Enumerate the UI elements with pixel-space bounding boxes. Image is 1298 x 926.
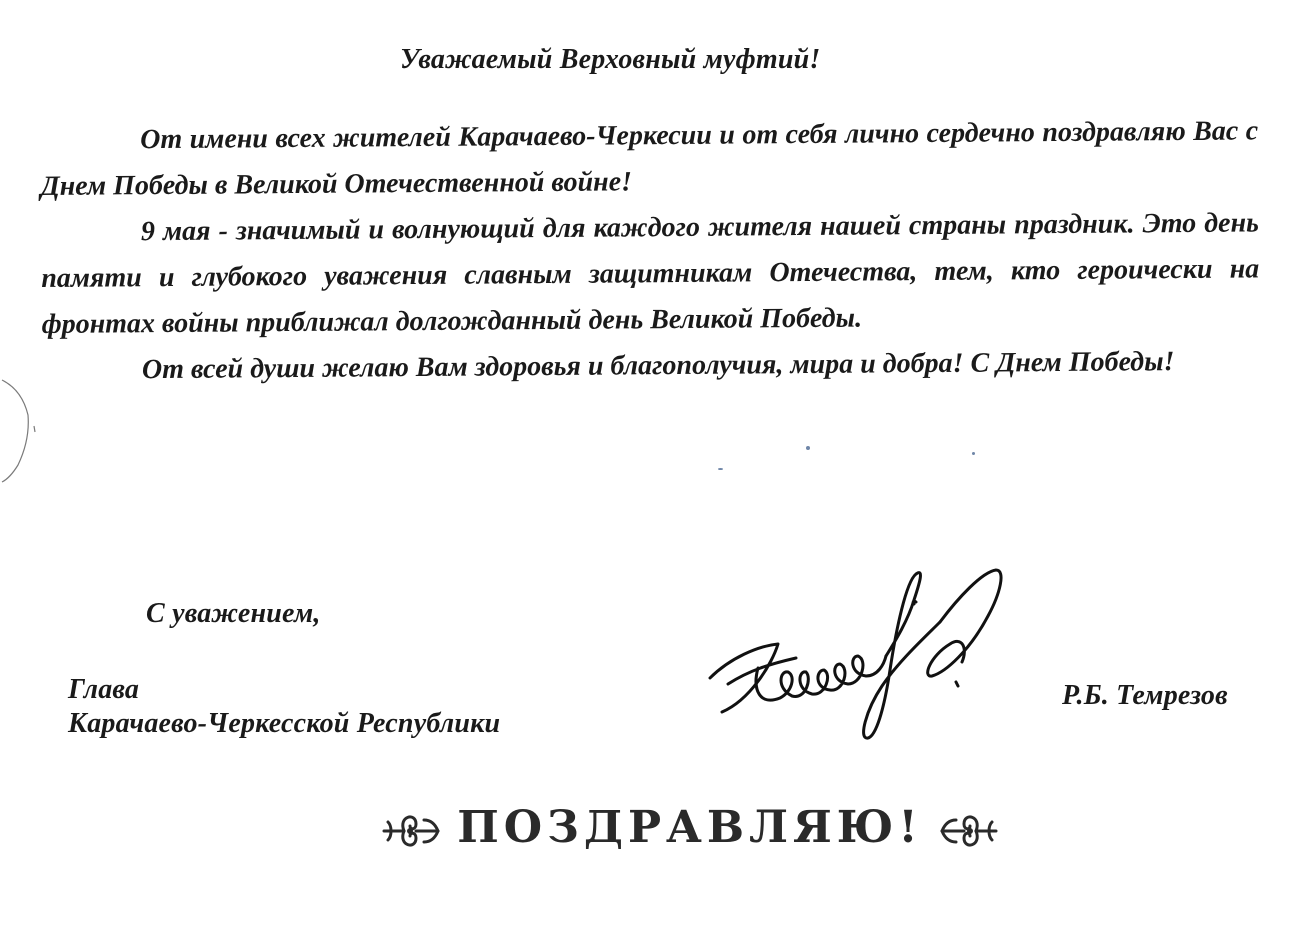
handwritten-signature-icon [700,560,1020,760]
scan-speck [806,446,810,450]
paragraph-3: От всей души желаю Вам здоровья и благополучия, мира и добра! С Днем Победы! [141,346,1175,386]
salutation: Уважаемый Верховный муфтий! [400,44,821,75]
fleur-de-lis-ornament-icon [380,806,444,856]
letter-body [40,108,1260,394]
footer-title: ПОЗДРАВЛЯЮ! [457,802,923,853]
signer-name: Р.Б. Темрезов [1062,680,1228,711]
scan-speck [972,452,975,455]
closing-regards: С уважением, [146,598,321,629]
paragraph-2: 9 мая - значимый и волнующий для каждого жителя нашей страны праздник. Это день памяти и глубокого уважения славным защитникам Отечества, тем, кто героически на фронтах войны приближал долгожданный день Великой Победы. [41,207,1260,340]
signer-position-line1: Глава [68,674,140,705]
paragraph-1: От имени всех жителей Карачаево-Черкесии и от себя лично сердечно поздравляю Вас с Днем Победы в Великой Отечественной войне! [40,115,1259,202]
fleur-de-lis-ornament-icon [936,806,1000,856]
footer-banner [380,796,1000,866]
scan-speck [718,468,723,470]
signer-position-line2: Карачаево-Черкесской Республики [68,708,501,739]
scan-edge-mark [0,370,40,490]
